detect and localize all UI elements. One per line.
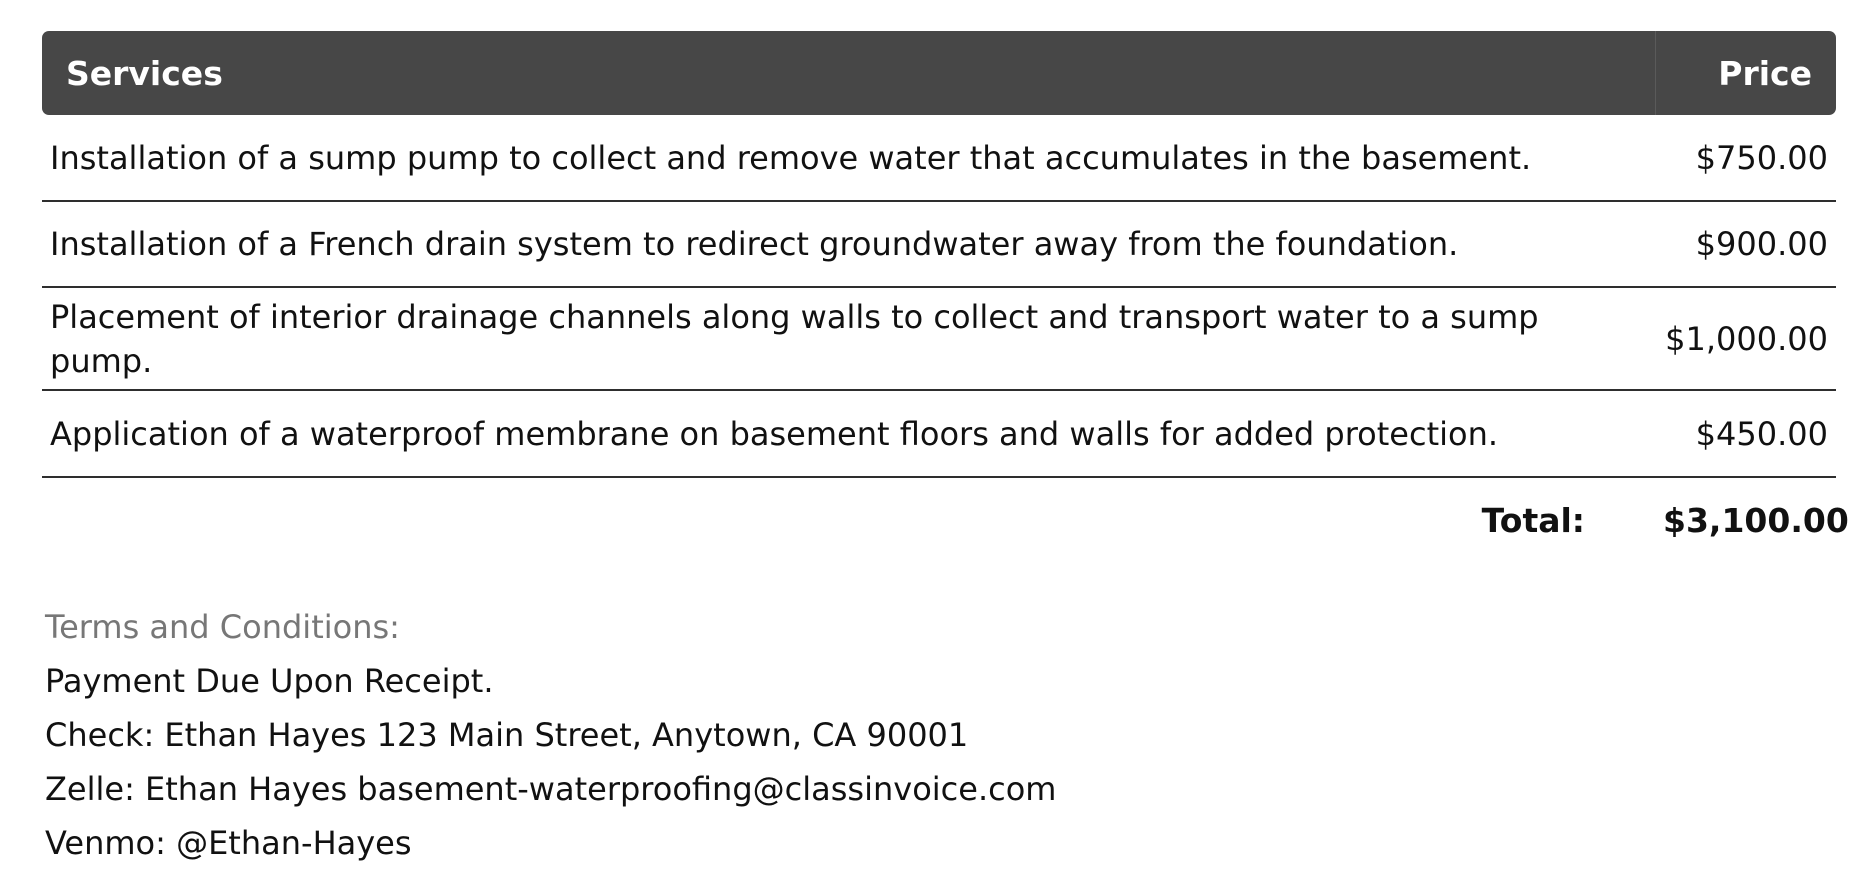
venmo-payment-line: Venmo: @Ethan-Hayes: [45, 824, 412, 862]
service-description: Application of a waterproof membrane on basement floors and walls for added protection.: [42, 390, 1655, 477]
check-payment-line: Check: Ethan Hayes 123 Main Street, Anytown, CA 90001: [45, 716, 969, 754]
services-table: [42, 31, 1849, 562]
service-price: $1,000.00: [1655, 287, 1836, 390]
terms-section: [45, 600, 1445, 870]
zelle-payment-line: Zelle: Ethan Hayes basement-waterproofing@classinvoice.com: [45, 770, 1057, 808]
table-header-row: [42, 31, 1836, 115]
table-row: [42, 115, 1836, 201]
price-column-header: Price: [1655, 31, 1836, 115]
service-price: $750.00: [1655, 115, 1836, 201]
total-value: $3,100.00: [1663, 500, 1849, 540]
service-description: Installation of a sump pump to collect and remove water that accumulates in the basement.: [42, 115, 1655, 201]
service-description: Installation of a French drain system to redirect groundwater away from the foundation.: [42, 201, 1655, 287]
services-column-header: Services: [42, 31, 1655, 115]
table-row: [42, 201, 1836, 287]
service-price: $450.00: [1655, 390, 1836, 477]
total-label: Total:: [1481, 500, 1585, 540]
terms-heading: Terms and Conditions:: [45, 608, 400, 646]
table-row: [42, 390, 1836, 477]
table-row: [42, 287, 1836, 390]
payment-due-line: Payment Due Upon Receipt.: [45, 662, 494, 700]
service-description: Placement of interior drainage channels along walls to collect and transport water to a sump pump.: [42, 287, 1655, 390]
total-row: [42, 477, 1836, 562]
service-price: $900.00: [1655, 201, 1836, 287]
